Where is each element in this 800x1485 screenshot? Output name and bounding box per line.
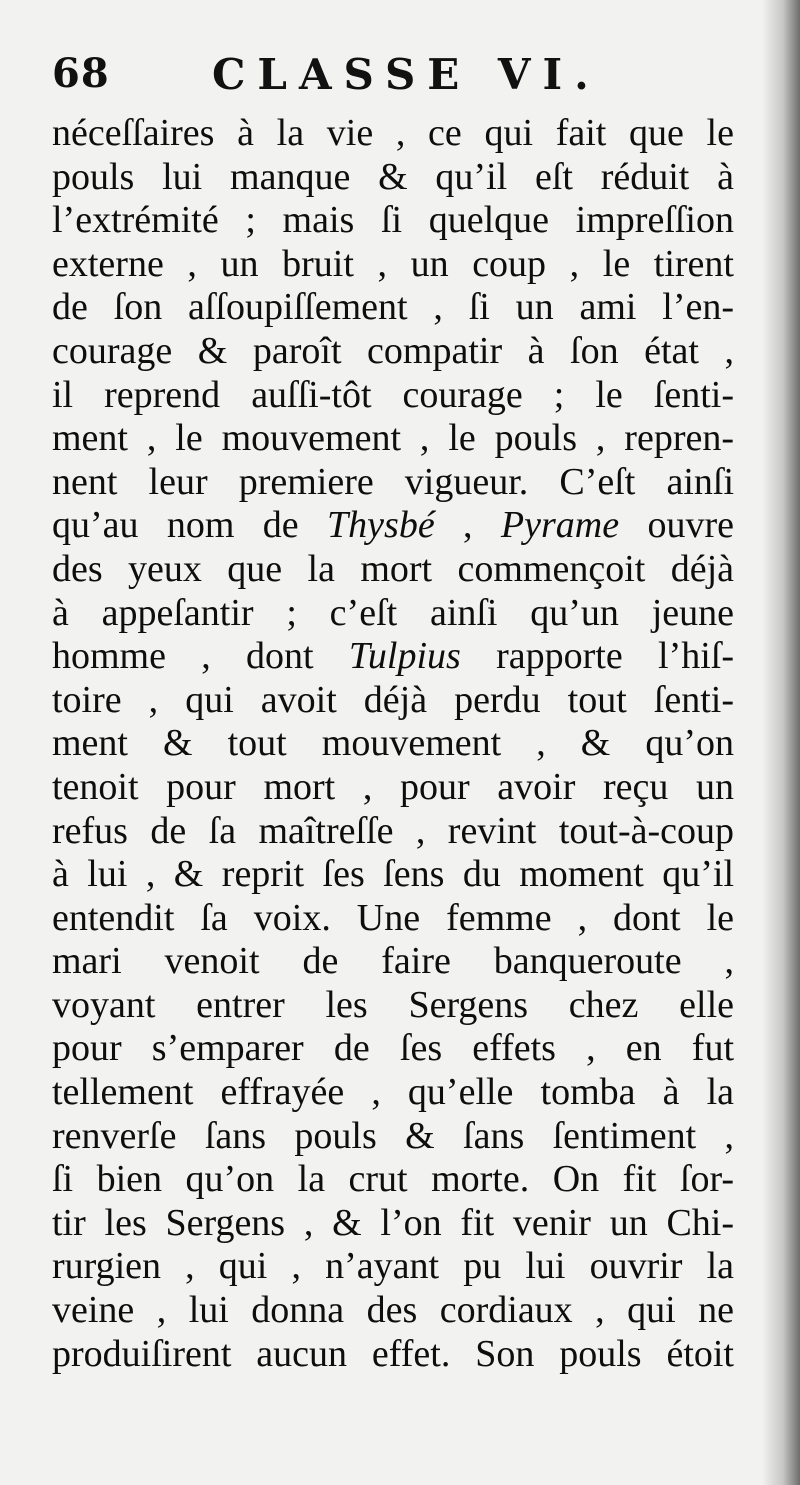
text-line: externe , un bruit , un coup , le tirent [52,242,734,285]
text-line: ment & tout mouvement , & qu’on [52,722,734,765]
text-line: de ſon aſſoupiſſement , ſi un ami l’en- [52,286,734,329]
text-line: pouls lui manque & qu’il eſt réduit à [52,155,734,198]
running-head: CLASSE VI. [212,50,601,99]
text-line: il reprend auſſi-tôt courage ; le ſenti- [52,373,734,416]
text-line: mari venoit de faire banqueroute , [52,940,734,983]
text-line: à appeſantir ; c’eſt ainſi qu’un jeune [52,591,734,634]
text-line: tellement effrayée , qu’elle tomba à la [52,1071,734,1114]
page-number: 68 [52,50,110,97]
text-line: renverſe ſans pouls & ſans ſentiment , [52,1114,734,1157]
page-header [52,50,742,110]
text-line: entendit ſa voix. Une femme , dont le [52,896,734,939]
text-line: tenoit pour mort , pour avoir reçu un [52,765,734,808]
text-line: pour s’emparer de ſes effets , en fut [52,1027,734,1070]
text-line: des yeux que la mort commençoit déjà [52,547,734,590]
text-line: nent leur premiere vigueur. C’eſt ainſi [52,460,734,503]
text-line: tir les Sergens , & l’on fit venir un Chi- [52,1201,734,1244]
text-line: veine , lui donna des cordiaux , qui ne [52,1289,734,1332]
body-text [52,112,734,1376]
text-line: homme , dont Tulpius rapporte l’hiſ- [52,635,734,678]
text-line: l’extrémité ; mais ſi quelque impreſſion [52,199,734,242]
text-line: néceſſaires à la vie , ce qui fait que le [52,112,734,154]
text-line: qu’au nom de Thysbé , Pyrame ouvre [52,504,734,547]
text-line: à lui , & reprit ſes ſens du moment qu’il [52,853,734,896]
text-line: ſi bien qu’on la crut morte. On fit ſor- [52,1158,734,1201]
text-line: voyant entrer les Sergens chez elle [52,983,734,1026]
text-line: produiſirent aucun effet. Son pouls étoit [52,1332,734,1375]
text-line: toire , qui avoit déjà perdu tout ſenti- [52,678,734,721]
text-line: courage & paroît compatir à ſon état , [52,329,734,372]
text-line: refus de ſa maîtreſſe , revint tout-à-coup [52,809,734,852]
text-line: rurgien , qui , n’ayant pu lui ouvrir la [52,1245,734,1288]
text-line: ment , le mouvement , le pouls , repren- [52,417,734,460]
